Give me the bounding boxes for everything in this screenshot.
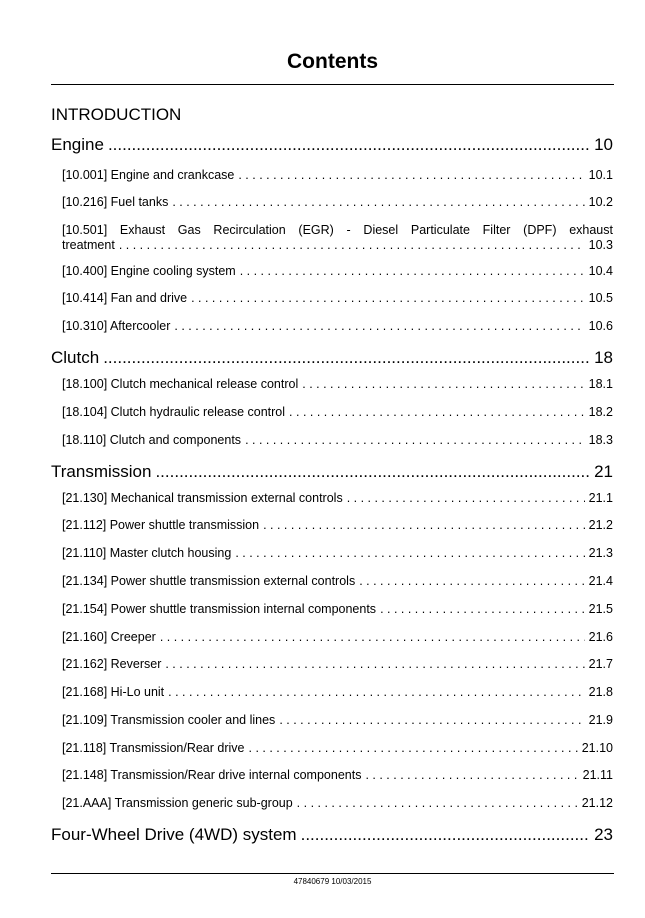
section-21-154[interactable]: [62, 602, 613, 616]
dot-leader: [235, 546, 584, 560]
chapter-label: Four-Wheel Drive (4WD) system: [51, 825, 297, 844]
section-label: [21.130] Mechanical transmission external controls: [62, 491, 343, 505]
dot-leader: [108, 135, 590, 155]
section-21-134[interactable]: [62, 574, 613, 588]
section-21-aaa[interactable]: [62, 796, 613, 810]
dot-leader: [103, 348, 590, 368]
dot-leader: [279, 713, 584, 727]
section-label: [21.168] Hi-Lo unit: [62, 685, 165, 699]
section-label: [21.148] Transmission/Rear drive internal components: [62, 768, 362, 782]
section-page: 21.11: [582, 768, 613, 782]
section-10-216[interactable]: [62, 195, 613, 209]
title-rule: [51, 84, 614, 85]
dot-leader: [365, 768, 578, 782]
dot-leader: [289, 405, 585, 419]
dot-leader: [119, 238, 585, 253]
dot-leader: [168, 685, 585, 699]
section-label: [21.160] Creeper: [62, 630, 156, 644]
section-label: [21.134] Power shuttle transmission external controls: [62, 574, 356, 588]
section-page: 21.10: [581, 741, 613, 755]
section-label: [18.110] Clutch and components: [62, 433, 242, 447]
section-label: [21.109] Transmission cooler and lines: [62, 713, 276, 727]
section-label: [18.100] Clutch mechanical release control: [62, 377, 299, 391]
section-21-148[interactable]: [62, 768, 613, 782]
section-21-112[interactable]: [62, 518, 613, 532]
dot-leader: [347, 491, 585, 505]
dot-leader: [359, 574, 584, 588]
section-label: [21.118] Transmission/Rear drive: [62, 741, 245, 755]
chapter-label: Clutch: [51, 348, 100, 367]
section-page: 21.7: [588, 657, 613, 671]
dot-leader: [240, 264, 585, 278]
dot-leader: [249, 741, 578, 755]
section-page: 10.2: [588, 195, 613, 209]
chapter-four-wheel-drive[interactable]: [51, 825, 613, 845]
dot-leader: [238, 168, 584, 182]
section-page: 18.1: [588, 377, 613, 391]
section-label: [10.414] Fan and drive: [62, 291, 188, 305]
section-18-110[interactable]: [62, 433, 613, 447]
section-page: 21.3: [588, 546, 613, 560]
section-21-162[interactable]: [62, 657, 613, 671]
chapter-clutch[interactable]: [51, 348, 613, 368]
section-page: 10.3: [588, 238, 613, 252]
dot-leader: [301, 825, 590, 845]
dot-leader: [160, 630, 585, 644]
section-label: [10.216] Fuel tanks: [62, 195, 169, 209]
section-label: [21.110] Master clutch housing: [62, 546, 232, 560]
section-21-130[interactable]: [62, 491, 613, 505]
chapter-page: 18: [594, 348, 613, 367]
section-page: 10.1: [588, 168, 613, 182]
dot-leader: [191, 291, 585, 305]
chapter-engine[interactable]: [51, 135, 613, 155]
section-page: 21.4: [588, 574, 613, 588]
section-21-118[interactable]: [62, 741, 613, 755]
chapter-label: Transmission: [51, 462, 152, 481]
chapter-page: 21: [594, 462, 613, 481]
section-10-501[interactable]: [62, 223, 613, 253]
section-page: 10.6: [588, 319, 613, 333]
section-page: 21.12: [581, 796, 613, 810]
dot-leader: [263, 518, 585, 532]
section-page: 18.3: [588, 433, 613, 447]
dot-leader: [245, 433, 585, 447]
introduction-heading: INTRODUCTION: [51, 105, 182, 124]
section-label: [21.112] Power shuttle transmission: [62, 518, 260, 532]
dot-leader: [155, 462, 590, 482]
section-18-104[interactable]: [62, 405, 613, 419]
section-10-400[interactable]: [62, 264, 613, 278]
section-page: 21.5: [588, 602, 613, 616]
footer-rule: [51, 873, 614, 874]
section-18-100[interactable]: [62, 377, 613, 391]
section-label: [21.154] Power shuttle transmission internal components: [62, 602, 377, 616]
section-21-109[interactable]: [62, 713, 613, 727]
section-21-160[interactable]: [62, 630, 613, 644]
dot-leader: [172, 195, 584, 209]
dot-leader: [297, 796, 578, 810]
section-page: 21.6: [588, 630, 613, 644]
section-10-001[interactable]: [62, 168, 613, 182]
section-21-168[interactable]: [62, 685, 613, 699]
section-label-line2: treatment: [62, 238, 115, 252]
section-10-414[interactable]: [62, 291, 613, 305]
section-page: 21.9: [588, 713, 613, 727]
chapter-page: 23: [594, 825, 613, 844]
section-page: 10.5: [588, 291, 613, 305]
dot-leader: [174, 319, 584, 333]
section-21-110[interactable]: [62, 546, 613, 560]
section-page: 18.2: [588, 405, 613, 419]
dot-leader: [302, 377, 584, 391]
dot-leader: [165, 657, 584, 671]
section-page: 10.4: [588, 264, 613, 278]
chapter-label: Engine: [51, 135, 104, 154]
section-label-line1: [10.501] Exhaust Gas Recirculation (EGR) - Diesel Particulate Filter (DPF) exhaust: [62, 223, 613, 237]
chapter-transmission[interactable]: [51, 462, 613, 482]
dot-leader: [380, 602, 585, 616]
section-10-310[interactable]: [62, 319, 613, 333]
section-label: [10.400] Engine cooling system: [62, 264, 236, 278]
section-label: [10.310] Aftercooler: [62, 319, 171, 333]
section-label: [10.001] Engine and crankcase: [62, 168, 235, 182]
section-label: [21.162] Reverser: [62, 657, 162, 671]
section-label-line2-row: [62, 238, 613, 253]
section-label: [21.AAA] Transmission generic sub-group: [62, 796, 293, 810]
section-page: 21.1: [588, 491, 613, 505]
section-label: [18.104] Clutch hydraulic release control: [62, 405, 286, 419]
page-title: Contents: [287, 50, 378, 73]
section-page: 21.8: [588, 685, 613, 699]
chapter-page: 10: [594, 135, 613, 154]
footer-doc-id: 47840679 10/03/2015: [293, 877, 372, 886]
section-page: 21.2: [588, 518, 613, 532]
